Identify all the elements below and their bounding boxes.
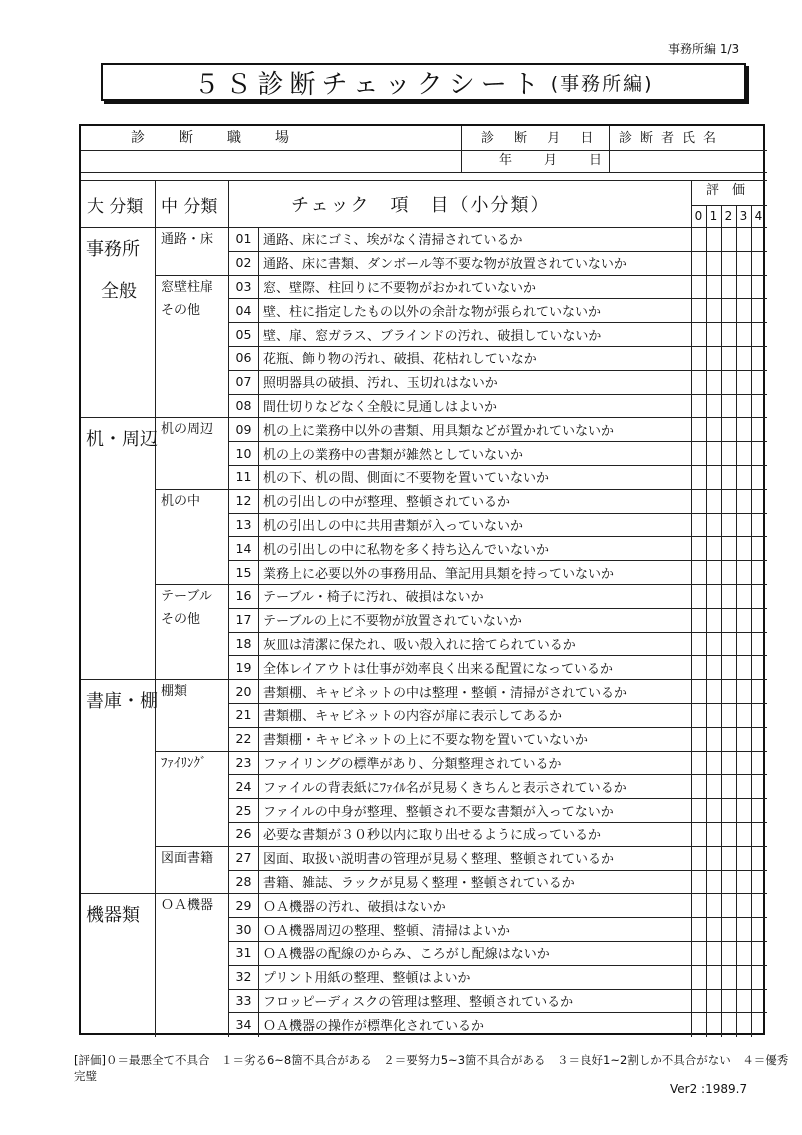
score-header-2: 2: [724, 209, 733, 223]
check-item-text: 通路、床にゴミ、埃がなく清掃されているか: [263, 233, 523, 249]
row-line: [228, 417, 767, 418]
row-line: [228, 465, 767, 466]
item-number: 18: [235, 635, 252, 651]
check-item-text: 照明器具の破損、汚れ、玉切れはないか: [263, 376, 498, 392]
subcategory-divider: [155, 751, 228, 752]
row-line: [228, 989, 767, 990]
score-header-1: 1: [709, 209, 718, 223]
year-label: 年: [499, 153, 513, 168]
score-header-4: 4: [754, 209, 763, 223]
check-item-text: テーブル・椅子に汚れ、破損はないか: [263, 590, 484, 606]
check-item-text: 机の引出しの中が整理、整頓されているか: [263, 495, 511, 511]
item-number: 27: [235, 850, 252, 866]
title-box: [101, 63, 746, 101]
row-line: [228, 870, 767, 871]
group-divider: [81, 679, 155, 680]
check-sheet-table: [79, 124, 765, 1035]
check-item-text: 図面、取扱い説明書の管理が見易く整理、整頓されているか: [263, 852, 615, 868]
score-col-line: [736, 205, 737, 1037]
row-line: [228, 632, 767, 633]
subcategory-label: 窓壁柱扉: [161, 279, 214, 295]
item-number: 13: [235, 516, 252, 532]
major-category-label: 机・周辺: [86, 429, 158, 451]
item-number: 28: [235, 873, 252, 889]
row-line: [228, 394, 767, 395]
subcategory-divider: [155, 679, 228, 680]
item-number: 09: [235, 421, 252, 437]
check-item-text: 書類棚・キャビネットの上に不要な物を置いていないか: [263, 733, 589, 749]
check-item-text: 花瓶、飾り物の汚れ、破損、花枯れしていなか: [263, 352, 537, 368]
item-number: 32: [235, 969, 252, 985]
item-number: 16: [235, 588, 252, 604]
header-col-line: [609, 126, 610, 172]
number-col-line: [258, 227, 259, 1037]
version-label: Ver2 :1989.7: [670, 1082, 748, 1096]
row-line: [228, 536, 767, 537]
subcategory-label: 棚類: [161, 684, 188, 700]
major-col-line: [155, 180, 156, 1037]
sheet-subtitle: (事務所編): [550, 72, 654, 95]
check-item-text: 灰皿は清潔に保たれ、吸い殻入れに捨てられているか: [263, 637, 576, 653]
row-line: [228, 275, 767, 276]
item-number: 24: [235, 778, 252, 794]
check-item-header: チェック 項 目（小分類）: [291, 195, 551, 216]
major-category-header: 大 分類: [87, 197, 144, 217]
check-item-text: 机の上に業務中以外の書類、用具類などが置かれていないか: [263, 423, 615, 439]
evaluation-legend: [評価]０＝最悪全て不具合 １＝劣る6~8箇不具合がある ２＝要努力5~3箇不具合がある ３＝良好1~2割しか不具合がない ４＝優秀 完璧: [74, 1053, 789, 1083]
item-number: 19: [235, 659, 252, 675]
item-number: 05: [235, 326, 252, 342]
row-line: [228, 584, 767, 585]
check-item-text: 窓、壁際、柱回りに不要物がおかれていないか: [263, 280, 537, 296]
item-number: 20: [235, 683, 252, 699]
check-item-text: 机の引出しの中に私物を多く持ち込んでいないか: [263, 542, 550, 558]
item-number: 26: [235, 826, 252, 842]
row-line: [228, 346, 767, 347]
item-number: 11: [235, 469, 252, 485]
check-item-text: 壁、柱に指定したもの以外の余計な物が張られていないか: [263, 304, 602, 320]
item-number: 17: [235, 612, 252, 628]
group-divider: [81, 893, 155, 894]
item-number: 30: [235, 921, 252, 937]
month-label: 月: [544, 153, 558, 168]
middle-category-header: 中 分類: [161, 197, 218, 217]
row-line: [228, 298, 767, 299]
check-item-text: ＯＡ機器の操作が標準化されているか: [263, 1018, 485, 1034]
item-number: 25: [235, 802, 252, 818]
row-line: [228, 751, 767, 752]
check-item-text: 全体レイアウトは仕事が効率良く出来る配置になっているか: [263, 661, 613, 677]
item-number: 03: [235, 278, 252, 294]
row-line: [228, 370, 767, 371]
header-divider: [81, 150, 767, 151]
row-line: [228, 941, 767, 942]
item-number: 31: [235, 945, 252, 961]
subcategory-label-line2: その他: [161, 612, 201, 627]
header-col-line: [461, 126, 462, 172]
subcategory-label-line2: その他: [161, 302, 201, 318]
item-number: 08: [235, 397, 252, 413]
item-number: 10: [235, 445, 252, 461]
check-item-text: 間仕切りなどなく全般に見通しはよいか: [263, 399, 498, 415]
check-item-text: 机の上の業務中の書類が雑然としていないか: [263, 447, 524, 463]
row-line: [228, 251, 767, 252]
check-item-text: 机の下、机の間、側面に不要物を置いていないか: [263, 471, 550, 487]
row-line: [228, 965, 767, 966]
subcategory-label: ﾌｧｲﾘﾝｸﾞ: [161, 755, 207, 771]
row-line: [228, 489, 767, 490]
subcategory-label: 通路・床: [161, 232, 214, 247]
score-col-line: [751, 205, 752, 1037]
score-header-0: 0: [694, 209, 703, 223]
item-number: 22: [235, 731, 252, 747]
check-item-text: 壁、扉、窓ガラス、ブラインドの汚れ、破損していないか: [263, 328, 602, 344]
row-line: [228, 513, 767, 514]
item-number: 02: [235, 255, 252, 271]
row-line: [228, 822, 767, 823]
row-line: [228, 322, 767, 323]
row-line: [228, 608, 767, 609]
item-number: 23: [235, 754, 252, 770]
row-line: [228, 679, 767, 680]
sheet-title: ５Ｓ診断チェックシート: [193, 69, 545, 100]
diagnosis-date-label: 診 断 月 日: [481, 131, 602, 146]
row-line: [228, 441, 767, 442]
row-line: [228, 560, 767, 561]
item-number: 29: [235, 897, 252, 913]
subcategory-divider: [155, 846, 228, 847]
subcategory-divider: [155, 584, 228, 585]
item-number: 21: [235, 707, 252, 723]
item-number: 14: [235, 540, 252, 556]
row-line: [228, 727, 767, 728]
subcategory-divider: [155, 275, 228, 276]
check-item-text: 机の引出しの中に共用書類が入っていないか: [263, 518, 524, 534]
header-bottom-line: [81, 172, 767, 173]
item-number: 06: [235, 350, 252, 366]
major-category-label: 書庫・棚: [86, 691, 158, 713]
check-item-text: ＯＡ機器の配線のからみ、ころがし配線はないか: [263, 947, 550, 963]
subcategory-divider: [155, 417, 228, 418]
check-item-text: フロッピーディスクの管理は整理、整頓されているか: [263, 994, 574, 1010]
major-category-label: 機器類: [86, 905, 140, 927]
evaluation-header: 評 価: [706, 183, 746, 198]
subcategory-label: テーブル: [161, 589, 212, 604]
score-col-line: [706, 205, 707, 1037]
row-line: [228, 774, 767, 775]
check-item-text: ファイリングの標準があり、分類整理されているか: [263, 756, 562, 772]
page-label: 事務所編 1/3: [668, 42, 740, 56]
item-number: 01: [235, 231, 252, 247]
major-category-label-line2: 全般: [101, 281, 137, 302]
row-line: [228, 846, 767, 847]
check-item-text: 必要な書類が３０秒以内に取り出せるように成っているか: [263, 828, 602, 844]
diagnostician-label: 診断者氏名: [619, 131, 725, 146]
row-line: [228, 893, 767, 894]
score-header-3: 3: [739, 209, 748, 223]
major-category-label: 事務所: [86, 239, 140, 260]
item-number: 07: [235, 374, 252, 390]
subcategory-divider: [155, 893, 228, 894]
subcategory-label: 机の周辺: [161, 422, 214, 438]
day-label: 日: [589, 153, 603, 168]
check-item-text: 書類棚、キャビネットの中は整理・整頓・清掃がされているか: [263, 685, 628, 701]
workplace-label: 診 断 職 場: [131, 130, 299, 146]
subcategory-divider: [155, 489, 228, 490]
check-item-text: ファイルの中身が整理、整頓され不要な書類が入ってないか: [263, 804, 614, 820]
check-item-text: ファイルの背表紙にﾌｧｲﾙ名が見易くきちんと表示されているか: [263, 780, 627, 796]
check-item-text: テーブルの上に不要物が放置されていないか: [263, 614, 522, 630]
group-divider: [81, 417, 155, 418]
item-number: 15: [235, 564, 252, 580]
check-item-text: プリント用紙の整理、整頓はよいか: [263, 971, 471, 987]
check-item-text: ＯＡ機器周辺の整理、整頓、清掃はよいか: [263, 923, 511, 939]
subcategory-label: 机の中: [161, 493, 201, 509]
check-item-text: 書籍、雑誌、ラックが見易く整理・整頓されているか: [263, 875, 575, 891]
item-number: 04: [235, 302, 252, 318]
subcategory-label: ＯＡ機器: [161, 898, 214, 914]
check-item-text: 業務上に必要以外の事務用品、筆記用具類を持っていないか: [263, 566, 615, 582]
row-line: [228, 655, 767, 656]
row-line: [228, 917, 767, 918]
check-item-text: 書類棚、キャビネットの内容が扉に表示してあるか: [263, 709, 563, 725]
check-item-text: ＯＡ機器の汚れ、破損はないか: [263, 899, 446, 915]
score-col-line: [721, 205, 722, 1037]
row-line: [228, 703, 767, 704]
table-header-top-line: [81, 180, 767, 181]
subcategory-label: 図面書籍: [161, 850, 214, 866]
row-line: [228, 1012, 767, 1013]
item-number: 33: [235, 992, 252, 1008]
item-number: 12: [235, 493, 252, 509]
item-number: 34: [235, 1016, 252, 1032]
check-item-text: 通路、床に書類、ダンボール等不要な物が放置されていないか: [263, 257, 627, 273]
row-line: [228, 798, 767, 799]
